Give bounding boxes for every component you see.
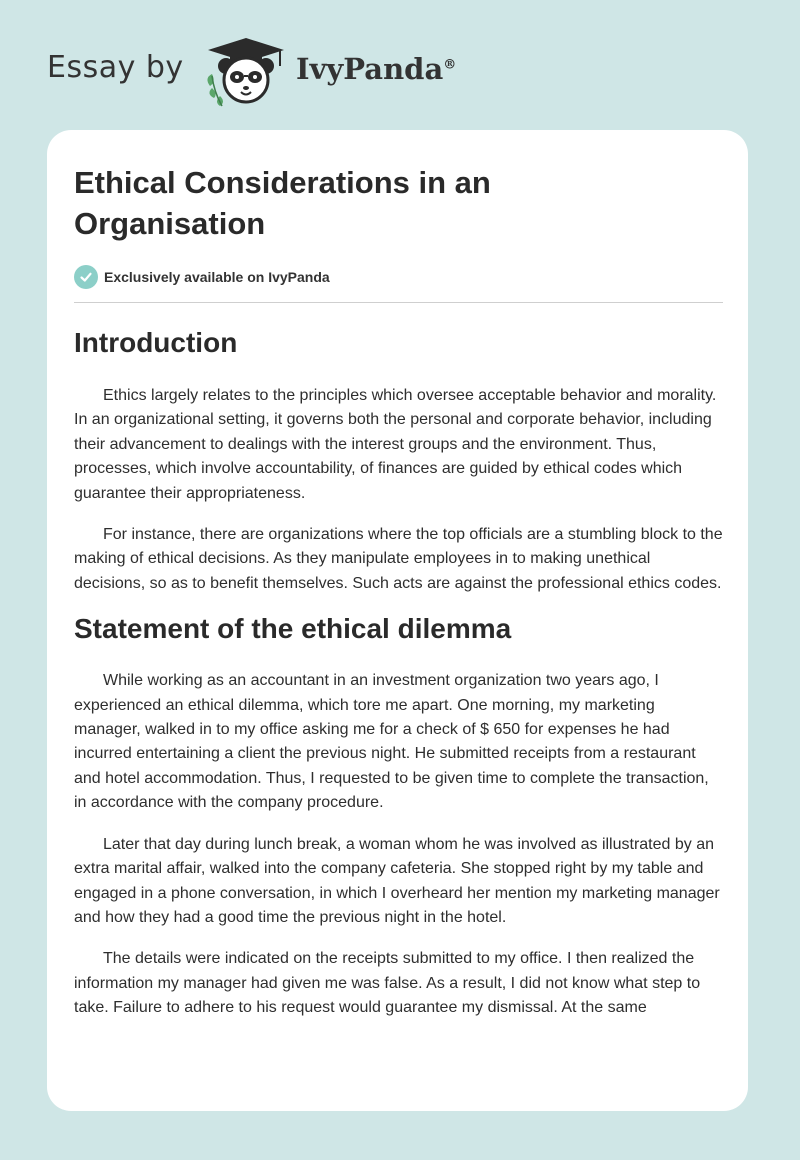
- brand-name[interactable]: IvyPanda®: [296, 52, 457, 86]
- section-heading-ethical-dilemma: Statement of the ethical dilemma: [74, 613, 512, 645]
- badge-label: Exclusively available on IvyPanda: [104, 269, 330, 285]
- paragraph: For instance, there are organizations where the top officials are a stumbling block to the making of ethical decisions. As they manipulate employees in to making unethical decisions, so as to benefit themselves. Such acts are against the professional ethics codes.: [74, 526, 723, 592]
- exclusive-badge: [74, 264, 330, 290]
- site-header: [0, 0, 800, 130]
- essay-content: [74, 320, 725, 1021]
- ivypanda-logo-icon[interactable]: [200, 36, 292, 108]
- divider: [74, 302, 723, 303]
- check-icon: [74, 265, 98, 289]
- essay-card: [47, 130, 748, 1111]
- paragraph: While working as an accountant in an investment organization two years ago, I experienced an ethical dilemma, which tore me apart. One morning, my marketing manager, walked in to my office asking me for a check of $ 650 for expenses he had incurred entertaining a client the previous night. He submitted receipts from a restaurant and hotel accommodation. Thus, I requested to be given time to complete the transaction, in accordance with the company procedure.: [74, 672, 709, 812]
- paragraph: Later that day during lunch break, a woman whom he was involved as illustrated by an extra marital affair, walked into the company cafeteria. She stopped right by my table and engaged in a phone conversation, in which I overheard her mention my marketing manager and how they had a good time the previous night in the hotel.: [74, 835, 720, 926]
- paragraph: The details were indicated on the receipts submitted to my office. I then realized the information my manager had given me was false. As a result, I did not know what step to take. Failure to adhere to his request would guarantee my dismissal. At the same: [74, 950, 701, 1017]
- paragraph: Ethics largely relates to the principles which oversee acceptable behavior and morality. In an organizational setting, it governs both the personal and corporate behavior, including their advancement to dealings with the interest groups and the environment. Thus, processes, which involve accountability, of finances are guided by ethical codes which guarantee their appropriateness.: [74, 387, 717, 502]
- page-title: Ethical Considerations in an Organisation: [74, 165, 491, 241]
- section-heading-introduction: Introduction: [74, 327, 238, 358]
- brand-prefix: Essay by: [47, 50, 184, 85]
